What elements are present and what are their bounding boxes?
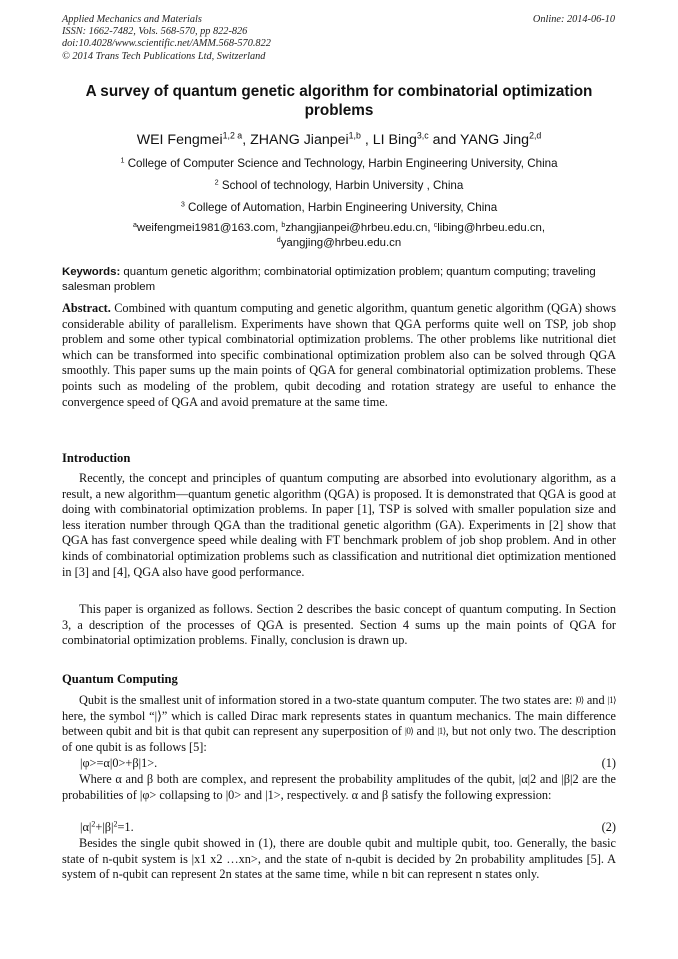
affiliation-text: College of Computer Science and Technology, Harbin Engineering University, China — [127, 157, 558, 170]
abstract-text: Combined with quantum computing and genetic algorithm, quantum genetic algorithm (QGA) shows considerable ability of parallelism. Experiments have shown that QGA performs quite well on TSP, job shop problem and some other typical combinatorial optimization problems. The other problems like nutritional diet which can be transformed into specific combinational optimization problem also can be solved through QGA smoothly. This paper sums up the main points of QGA for general combinatorial optimization problems. These points such as modeling of the problem, qubit decoding and rotation strategy are useful to enhance the convergence speed of QGA and avoid premature at the same time. — [62, 301, 617, 409]
author-separator: , — [242, 132, 251, 148]
abstract-section — [62, 301, 616, 410]
email-address: libing@hrbeu.edu.cn, — [437, 222, 546, 234]
section-heading-quantum-computing: Quantum Computing — [62, 672, 178, 686]
qc-p1-text-a: Qubit is the smallest unit of information stored in a two-state quantum computer. The two states are: — [79, 693, 573, 707]
qc-p1-text-b: here, the symbol “|⟩” which is called Dirac mark represents states in quantum mechanics. The main difference between qubit and bit is that qubit can represent any superposition of — [62, 708, 616, 739]
copyright-line: © 2014 Trans Tech Publications Ltd, Switzerland — [62, 50, 266, 62]
affiliation-number: 2 — [214, 177, 219, 187]
section-heading-introduction: Introduction — [62, 451, 131, 465]
equation-2-part-a: |α| — [80, 820, 92, 834]
doi-line: doi:10.4028/www.scientific.net/AMM.568-570.822 — [62, 38, 271, 50]
issn-line: ISSN: 1662-7482, Vols. 568-570, pp 822-826 — [62, 26, 248, 38]
qc-paragraph-1 — [62, 693, 616, 755]
intro-paragraph-1: Recently, the concept and principles of quantum computing are absorbed into evolutionary algorithm, as a result, a new algorithm—quantum genetic algorithm (QGA) is proposed. It is demonstrated that QGA is good at doing with combinatorial optimization problems. In paper [1], TSP is solved with smaller population size and less iteration number through QGA than the traditional genetic algorithm (GA). Experiments in [2] show that QGA has fast convergence speed while dealing with FT benchmark problem of job shop problem. And in other kinds of combinatorial optimization problems such as classification and nutritional diet optimization mentioned in [3] and [4], QGA also have good performance. — [62, 471, 616, 579]
equation-2-exponent: 2 — [91, 819, 96, 829]
author-marks: 1,2 a — [222, 130, 243, 141]
affiliation-number: 3 — [180, 199, 185, 209]
email-address: yangjing@hrbeu.edu.cn — [280, 236, 402, 249]
equation-2-part-b: +|β| — [95, 820, 114, 834]
equation-2-exponent: 2 — [113, 819, 118, 829]
equation-1-body: |φ>=α|0>+β|1>. — [80, 756, 158, 770]
author-separator: , — [360, 132, 373, 148]
equation-2-number: (2) — [601, 820, 616, 834]
qc-p1-and: and — [416, 724, 435, 739]
author-marks: 1,b — [348, 130, 361, 141]
affiliation-2 — [62, 179, 616, 193]
journal-metadata — [62, 14, 271, 63]
ket-one: |1⟩ — [607, 695, 617, 705]
equation-2 — [80, 820, 616, 836]
email-mark: b — [281, 221, 286, 229]
author-marks: 2,d — [529, 130, 542, 141]
author-name: WEI Fengmei — [136, 132, 223, 148]
keywords-text: quantum genetic algorithm; combinatorial optimization problem; quantum computing; traveling salesman problem — [62, 266, 596, 293]
qc-paragraph-3: Besides the single qubit showed in (1), there are double qubit and multiple qubit, too. Generally, the basic state of n-qubit system is |x1 x2 …xn>, and the state of n-qubit is decided by 2n probability amplitudes [5]. A system of n-qubit can represent 2n states at the same time, while n bit can represent n states only. — [62, 836, 616, 882]
qc-p1-and: and — [586, 693, 605, 707]
affiliation-3 — [62, 201, 616, 215]
abstract-label: Abstract. — [62, 301, 111, 315]
author-separator: and — [428, 132, 460, 148]
keywords-label: Keywords: — [62, 266, 121, 278]
qc-p1-text-c: , but not only two. The description of one qubit is as follows [5]: — [62, 724, 617, 754]
email-address: weifengmei1981@163.com, — [136, 222, 279, 234]
affiliation-text: College of Automation, Harbin Engineering University, China — [188, 201, 498, 214]
author-marks: 3,c — [416, 130, 429, 141]
author-list — [62, 131, 616, 149]
author-name: ZHANG Jianpei — [250, 132, 349, 148]
equation-1-number: (1) — [601, 756, 616, 770]
equation-2-part-c: =1. — [117, 820, 134, 834]
journal-name: Applied Mechanics and Materials — [62, 14, 202, 25]
email-address: zhangjianpei@hrbeu.edu.cn, — [285, 222, 431, 234]
email-mark: d — [276, 236, 281, 244]
email-mark: a — [132, 221, 137, 229]
ket-one: |1⟩ — [437, 726, 446, 737]
intro-paragraph-2: This paper is organized as follows. Section 2 describes the basic concept of quantum computing. In Section 3, a description of the processes of QGA is presented. Section 4 sums up the main points of QGA for combinatorial optimization problems. Finally, conclusion is drawn up. — [62, 602, 616, 648]
affiliation-text: School of technology, Harbin University , China — [221, 179, 464, 192]
paper-title: A survey of quantum genetic algorithm for combinatorial optimization problems — [85, 83, 593, 119]
ket-zero: |0⟩ — [405, 726, 414, 737]
ket-zero: |0⟩ — [575, 695, 584, 705]
equation-1 — [80, 756, 616, 772]
author-name: YANG Jing — [459, 132, 530, 148]
affiliation-1 — [62, 157, 616, 171]
author-emails — [62, 221, 616, 250]
email-mark: c — [433, 221, 438, 229]
qc-paragraph-2: Where α and β both are complex, and represent the probability amplitudes of the qubit, |α|2 and |β|2 are the probabilities of |φ> collapsing to |0> and |1>, respectively. α and β satisfy the following expression: — [62, 772, 616, 802]
keywords-section — [62, 265, 616, 294]
author-name: LI Bing — [372, 132, 417, 148]
affiliation-number: 1 — [120, 155, 125, 165]
online-date: Online: 2014-06-10 — [532, 14, 615, 25]
